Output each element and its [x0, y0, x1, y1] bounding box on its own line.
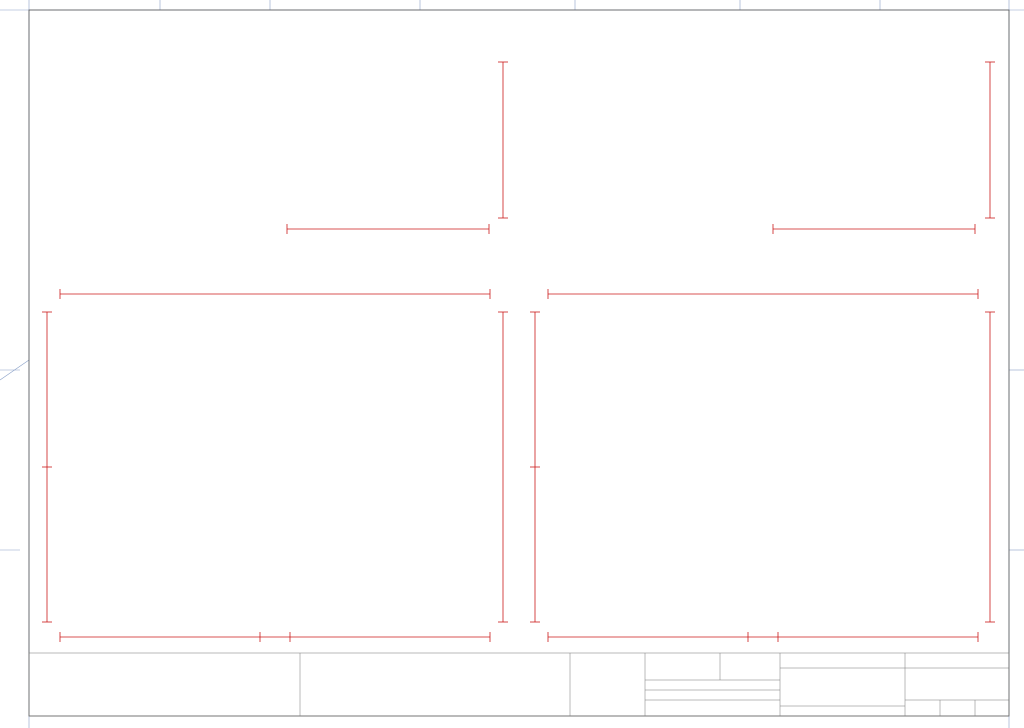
block-dimensions — [42, 289, 995, 642]
address-box — [784, 678, 902, 698]
sheet-frame — [29, 10, 1009, 716]
top-dimensions — [287, 62, 995, 234]
notes-box — [912, 676, 1006, 698]
